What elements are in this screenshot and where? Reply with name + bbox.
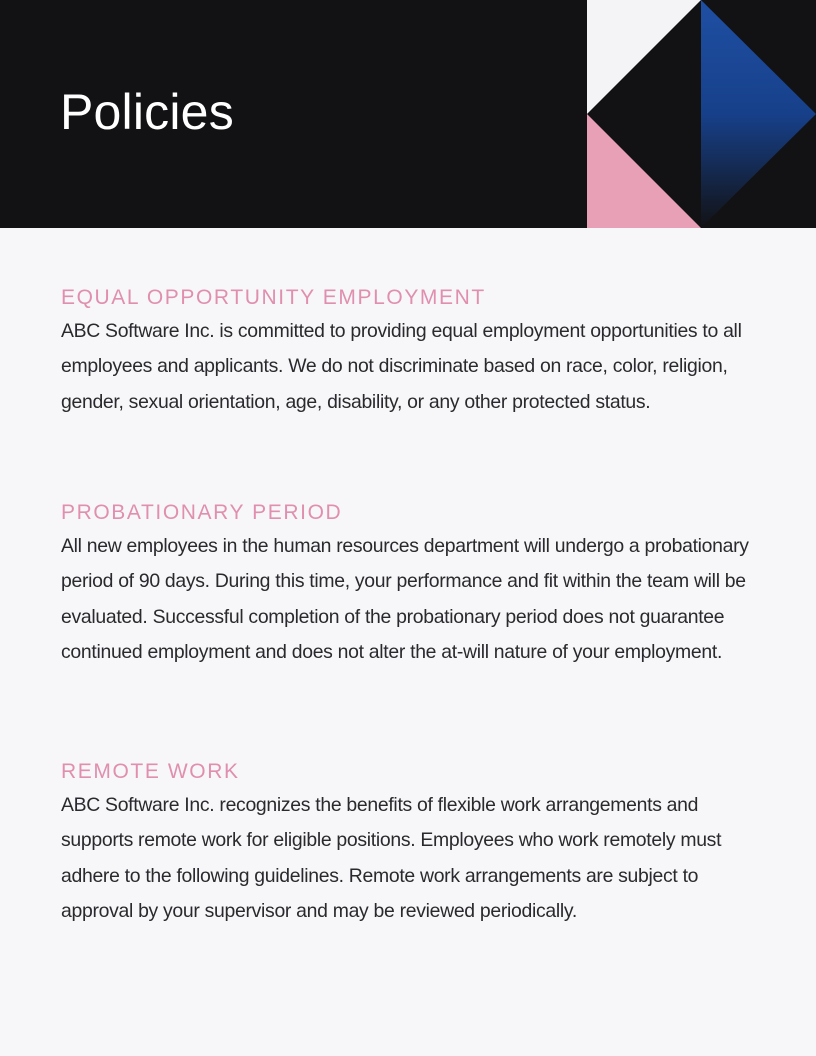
section-probationary-period [61, 497, 761, 670]
geometric-decoration [587, 0, 816, 228]
pink-triangle-shape [587, 114, 701, 228]
section-heading: PROBATIONARY PERIOD [61, 501, 343, 524]
section-heading: EQUAL OPPORTUNITY EMPLOYMENT [61, 286, 486, 309]
page-header [0, 0, 816, 228]
section-equal-opportunity [61, 282, 761, 420]
section-body: ABC Software Inc. is committed to providing equal employment opportunities to all employees and applicants. We do not discriminate based on race, color, religion, gender, sexual orientation, age, disability, or any other protected status. [61, 320, 742, 413]
light-triangle-shape [587, 0, 701, 114]
section-remote-work [61, 756, 761, 929]
blue-triangle-shape [701, 0, 816, 228]
section-body: All new employees in the human resources department will undergo a probationary period of 90 days. During this time, your performance and fit within the team will be evaluated. Successful completion of the probationary period does not guarantee continued employment and does not alter the at-will nature of your employment. [61, 535, 749, 663]
page-title: Policies [60, 84, 234, 140]
section-heading: REMOTE WORK [61, 760, 240, 783]
section-body: ABC Software Inc. recognizes the benefits of flexible work arrangements and supports remote work for eligible positions. Employees who work remotely must adhere to the following guidelines. Remote work arrangements are subject to approval by your supervisor and may be reviewed periodically. [61, 794, 722, 922]
